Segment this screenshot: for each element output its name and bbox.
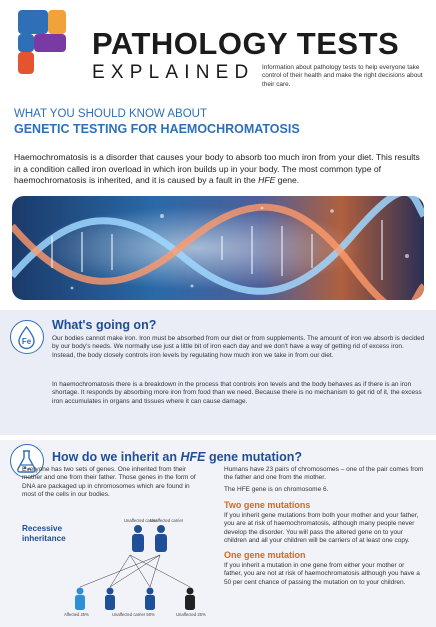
section1-title: What's going on? [52,318,157,332]
intro-text: Haemochromatosis is a disorder that causes your body to absorb too much iron from your diet. This results in a condition called iron overload in which iron builds up in your body. The most common type of haemochromatosis is inherited, and it is caused by a fault in the [14,152,420,185]
article-headline: GENETIC TESTING FOR HAEMOCHROMATOSIS [14,122,300,136]
child-unaffected-label: Unaffected 25% [176,612,206,617]
two-mutations-text: If you inherit gene mutations from both your mother and your father, you are at risk of haemochromatosis, although many people never develop the disorder. You will pass the altered gene on to your children and all your children will be carriers of at least one copy. [224,512,419,545]
parent-right-label: Unaffected carrier [150,518,184,523]
child-carrier-label: Unaffected carrier 50% [112,612,155,617]
two-mutations-heading: Two gene mutations [224,500,311,510]
diagram-title-line-2: inheritance [22,533,66,543]
one-mutation-heading: One gene mutation [224,550,306,560]
iron-icon [10,320,44,354]
child-affected-label: Affected 25% [64,612,89,617]
parent-left-figure [132,525,144,552]
section1-paragraph-2: In haemochromatosis there is a breakdown in the process that controls iron levels and the body behaves as if there is an iron shortage. It responds by absorbing more iron from food than we need. Because there is no mechanism to get rid of it, the excess iron accumulates in organs and tissues where it can cause damage. [52,381,422,405]
intro-text-end: gene. [275,175,300,185]
iron-icon-label: Fe [21,337,32,346]
intro-paragraph [14,152,424,187]
section2-right-paragraph-1: Humans have 23 pairs of chromosomes – one of the pair comes from the father and one from the mother. [224,466,424,482]
child-affected-figure [75,588,85,611]
child-unaffected-figure [185,588,195,611]
section2-left-paragraph: Everyone has two sets of genes. One inherited from their mother and one from their father. Those genes in the form of DNA are packaged up in chromosomes which are found in most of the cells in our bodies. [22,466,196,499]
child-carrier-figure-2 [145,588,155,611]
section2-right-paragraph-2: The HFE gene is on chromosome 6. [224,486,329,493]
article-kicker: WHAT YOU SHOULD KNOW ABOUT [14,108,207,120]
brand-logo [14,6,70,78]
inheritance-lines [80,555,190,587]
intro-gene-name: HFE [258,175,276,185]
header [0,0,436,100]
dna-hero-image [12,196,424,300]
diagram-title [22,524,66,543]
parent-right-figure [155,525,167,552]
section2-title-start: How do we inherit an [52,450,181,464]
brand-subtitle: EXPLAINED [92,62,255,83]
parent-left-label: Unaffected carrier [124,518,158,523]
section2-title-end: gene mutation? [205,450,303,464]
diagram-title-line-1: Recessive [22,524,63,533]
section2-title [52,450,302,464]
one-mutation-text: If you inherit a mutation in one gene from either your mother or father, you are not at risk of haemochromatosis although you have a 50 per cent chance of passing the mutation on to your children. [224,562,420,586]
brand-tagline: Information about pathology tests to help everyone take control of their health and make the right decisions about their care. [262,64,423,88]
brand-title: PATHOLOGY TESTS [92,26,400,61]
section2-title-gene: HFE [180,450,206,464]
child-carrier-figure-1 [105,588,115,611]
section1-paragraph-1: Our bodies cannot make iron. Iron must be absorbed from our diet or from supplements. The amount of iron we absorb is decided by our body's needs. We normally use just a little bit of iron each day and we don't have a way of getting rid of excess iron. Instead, the body closely controls iron levels by regulating how much iron we take in from our diet. [52,335,425,359]
